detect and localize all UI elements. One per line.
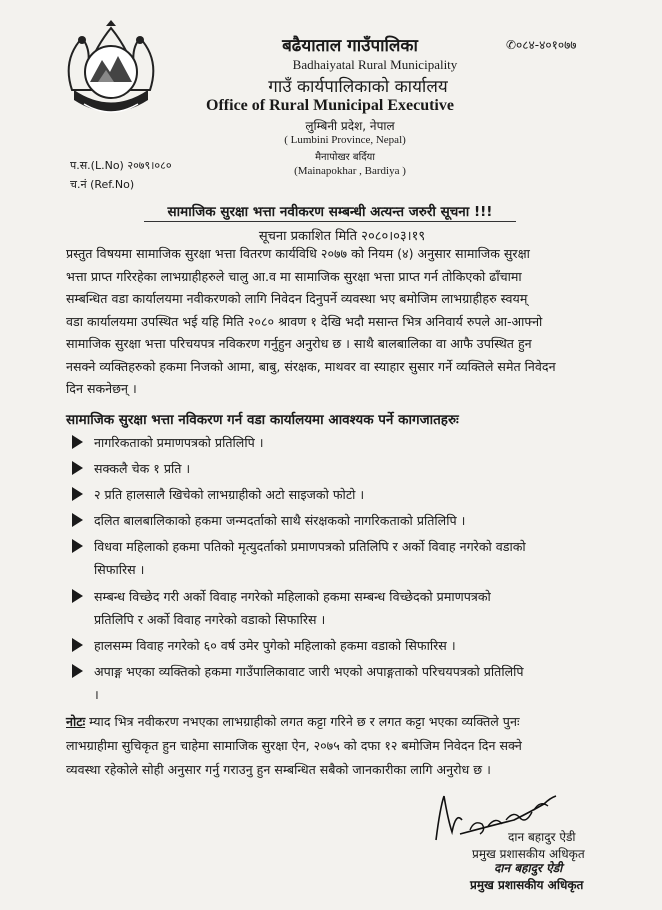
note-label: नोटः — [66, 714, 86, 729]
province-en: ( Lumbini Province, Nepal) — [284, 134, 406, 146]
list-item-continuation: प्रतिलिपि र अर्को विवाह नगरेको वडाको सिफारिस । — [94, 612, 326, 627]
note-section — [66, 710, 616, 782]
body-line: सामाजिक सुरक्षा भत्ता परिचयपत्र नविकरण गर्नुहुन अनुरोध छ । साथै बालबालिका वा आफै उपस्थित हुन — [66, 336, 532, 351]
arrow-bullet-icon — [72, 664, 83, 678]
reference-number: च.नं (Ref.No) — [70, 178, 135, 191]
list-item-text: २ प्रति हालसालै खिचेको लाभग्राहीको अटो साइजको फोटो । — [94, 487, 365, 502]
office-name-np: गाउँ कार्यपालिकाको कार्यालय — [268, 77, 448, 97]
nepal-emblem-icon — [62, 20, 160, 130]
list-item-text: विधवा महिलाको हकमा पतिको मृत्युदर्ताको प्रमाणपत्रको प्रतिलिपि र अर्को विवाह नगरेको वडाको — [94, 539, 526, 554]
body-line: सम्बन्धित वडा कार्यालयमा नवीकरणको लागि निवेदन दिनुपर्ने व्यवस्था भए बमोजिम लाभग्राहीहरु स्वयम् — [66, 291, 528, 306]
list-item-text: दलित बालबालिकाको हकमा जन्मदर्ताको साथै संरक्षकको नागरिकताको प्रतिलिपि । — [94, 513, 466, 528]
province-np: लुम्बिनी प्रदेश, नेपाल — [305, 119, 395, 133]
arrow-bullet-icon — [72, 513, 83, 527]
notice-title: सामाजिक सुरक्षा भत्ता नवीकरण सम्बन्धी अत्यन्त जरुरी सूचना !!! — [144, 202, 516, 222]
arrow-bullet-icon — [72, 487, 83, 501]
letter-number-label: प.स.(L.No) — [70, 159, 124, 172]
office-name-en: Office of Rural Municipal Executive — [206, 97, 454, 114]
list-item-text: हालसम्म विवाह नगरेको ६० वर्ष उमेर पुगेको महिलाको हकमा वडाको सिफारिस । — [94, 638, 456, 653]
note-line: व्यवस्था रहेकोले सोही अनुसार गर्नु गराउनु हुन सम्बन्धित सबैको जानकारीका लागि अनुरोध छ । — [66, 762, 491, 777]
body-line: वडा कार्यालयमा उपस्थित भई यहि मिति २०८० श्रावण १ देखि भदौ मसान्त भित्र अनिवार्य रुपले आ-आफ्नो — [66, 313, 543, 329]
arrow-bullet-icon — [72, 539, 83, 553]
body-line: प्रस्तुत विषयमा सामाजिक सुरक्षा भत्ता वितरण कार्यविधि २०७७ को नियम (४) अनुसार सामाजिक सुरक्षा — [66, 246, 530, 261]
list-item-text: अपाङ्ग भएका व्यक्तिको हकमा गाउँपालिकावाट जारी भएको अपाङ्गताको परिचयपत्रको प्रतिलिपि — [94, 664, 524, 679]
arrow-bullet-icon — [72, 589, 83, 603]
letter-number — [70, 158, 172, 173]
publication-date: सूचना प्रकाशित मिति २०८०।०३।१९ — [258, 229, 426, 244]
arrow-bullet-icon — [72, 435, 83, 449]
letter-number-value: २०७९।०८० — [127, 159, 172, 172]
arrow-bullet-icon — [72, 638, 83, 652]
note-line: म्याद भित्र नवीकरण नभएका लाभग्राहीको लगत कट्टा गरिने छ र लगत कट्टा भएका व्यक्तिले पुनः — [85, 714, 520, 729]
arrow-bullet-icon — [72, 461, 83, 475]
signatory-title: प्रमुख प्रशासकीय अधिकृत — [472, 847, 585, 861]
district-en: (Mainapokhar , Bardiya ) — [294, 165, 406, 177]
note-line: लाभग्राहीमा सुचिकृत हुन चाहेमा सामाजिक सुरक्षा ऐन, २०७५ को दफा १२ बमोजिम निवेदन दिन सक्ने — [66, 738, 522, 753]
district-np: मैनापोखर बर्दिया — [315, 152, 375, 163]
list-item-text: सक्कलै चेक १ प्रति । — [94, 461, 191, 476]
list-item-continuation: । — [94, 687, 99, 702]
documents-heading: सामाजिक सुरक्षा भत्ता नविकरण गर्न वडा कार्यालयमा आवश्यक पर्ने कागजातहरुः — [66, 412, 459, 428]
stamp-title: प्रमुख प्रशासकीय अधिकृत — [470, 878, 584, 892]
body-line: दिन सकनेछन् । — [66, 381, 137, 396]
list-item-continuation: सिफारिस । — [94, 562, 145, 577]
body-line: भत्ता प्राप्त गरिरहेका लाभग्राहीहरुले चालु आ.व मा सामाजिक सुरक्षा भत्ता प्राप्त गर्न तोकिएको ढाँचामा — [66, 268, 522, 284]
municipality-name-en: Badhaiyatal Rural Municipality — [292, 57, 458, 72]
body-line: नसक्ने व्यक्तिहरुको हकमा निजको आमा, बाबु, संरक्षक, माथवर वा स्याहार सुसार गर्ने व्यक्तिले समेत निवेदन — [66, 358, 556, 374]
stamp-name: दान बहादुर ऐडी — [494, 861, 563, 875]
signatory-name: दान बहादुर ऐडी — [508, 830, 576, 844]
notice-body — [66, 243, 606, 401]
list-item-text: नागरिकताको प्रमाणपत्रको प्रतिलिपि । — [94, 435, 264, 450]
municipality-name-np: बढैयाताल गाउँपालिका — [282, 36, 418, 56]
phone-number: ✆०८४-४०१०७७ — [506, 38, 577, 52]
list-item-text: सम्बन्ध विच्छेद गरी अर्को विवाह नगरेको महिलाको हकमा सम्बन्ध विच्छेदको प्रमाणपत्रको — [94, 589, 491, 604]
